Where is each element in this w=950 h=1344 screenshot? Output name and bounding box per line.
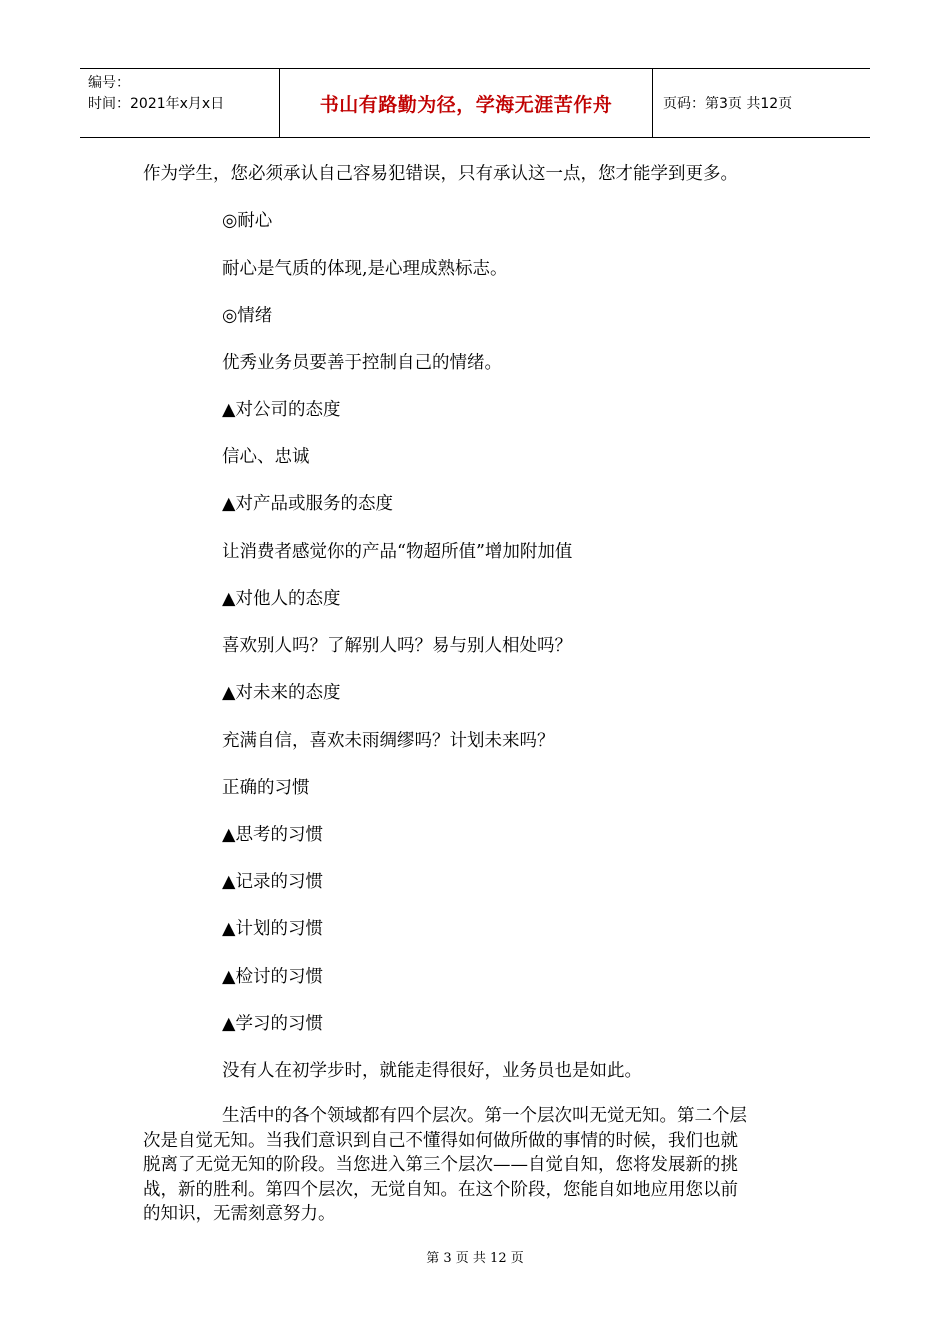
page-header xyxy=(80,68,870,138)
paragraph-line: 脱离了无觉无知的阶段。当您进入第三个层次——自觉自知，您将发展新的挑 xyxy=(143,1155,738,1175)
section-heading-others: ▲对他人的态度 xyxy=(222,589,341,609)
paragraph-line: 生活中的各个领域都有四个层次。第一个层次叫无觉无知。第二个层 xyxy=(222,1106,747,1126)
body-line: 优秀业务员要善于控制自己的情绪。 xyxy=(222,353,502,373)
body-line: 让消费者感觉你的产品“物超所值”增加附加值 xyxy=(222,542,573,562)
section-heading-company: ▲对公司的态度 xyxy=(222,400,341,420)
header-meta xyxy=(80,69,280,137)
paragraph-line: 的知识，无需刻意努力。 xyxy=(143,1204,336,1224)
section-heading-product: ▲对产品或服务的态度 xyxy=(222,494,393,514)
section-heading-emotion: ◎情绪 xyxy=(222,306,273,326)
section-heading-future: ▲对未来的态度 xyxy=(222,683,341,703)
habit-item: ▲检讨的习惯 xyxy=(222,967,323,987)
body-line: 耐心是气质的体现,是心理成熟标志。 xyxy=(222,259,508,279)
body-paragraph xyxy=(143,1104,803,1227)
document-number-label: 编号： xyxy=(88,75,130,91)
habit-item: ▲学习的习惯 xyxy=(222,1014,323,1034)
body-line: 充满自信，喜欢未雨绸缪吗？计划未来吗？ xyxy=(222,731,555,751)
body-line: 信心、忠诚 xyxy=(222,447,310,467)
page-footer: 第 3 页 共 12 页 xyxy=(426,1251,524,1266)
paragraph-line: 次是自觉无知。当我们意识到自己不懂得如何做所做的事情的时候，我们也就 xyxy=(143,1130,738,1151)
body-line: 没有人在初学步时，就能走得很好，业务员也是如此。 xyxy=(222,1061,642,1081)
header-page-info: 页码：第3页 共12页 xyxy=(663,96,793,112)
habit-item: ▲计划的习惯 xyxy=(222,919,323,939)
intro-text: 作为学生，您必须承认自己容易犯错误，只有承认这一点，您才能学到更多。 xyxy=(143,164,738,184)
body-line: 喜欢别人吗？了解别人吗？易与别人相处吗？ xyxy=(222,636,572,656)
paragraph-line: 战，新的胜利。第四个层次，无觉自知。在这个阶段，您能自如地应用您以前 xyxy=(143,1179,738,1200)
header-motto: 书山有路勤为径，学海无涯苦作舟 xyxy=(280,69,653,137)
habit-item: ▲思考的习惯 xyxy=(222,825,323,845)
document-date-label: 时间：2021年x月x日 xyxy=(88,96,225,112)
habit-item: ▲记录的习惯 xyxy=(222,872,323,892)
section-heading-habits: 正确的习惯 xyxy=(222,778,310,798)
section-heading-patience: ◎耐心 xyxy=(222,211,273,231)
